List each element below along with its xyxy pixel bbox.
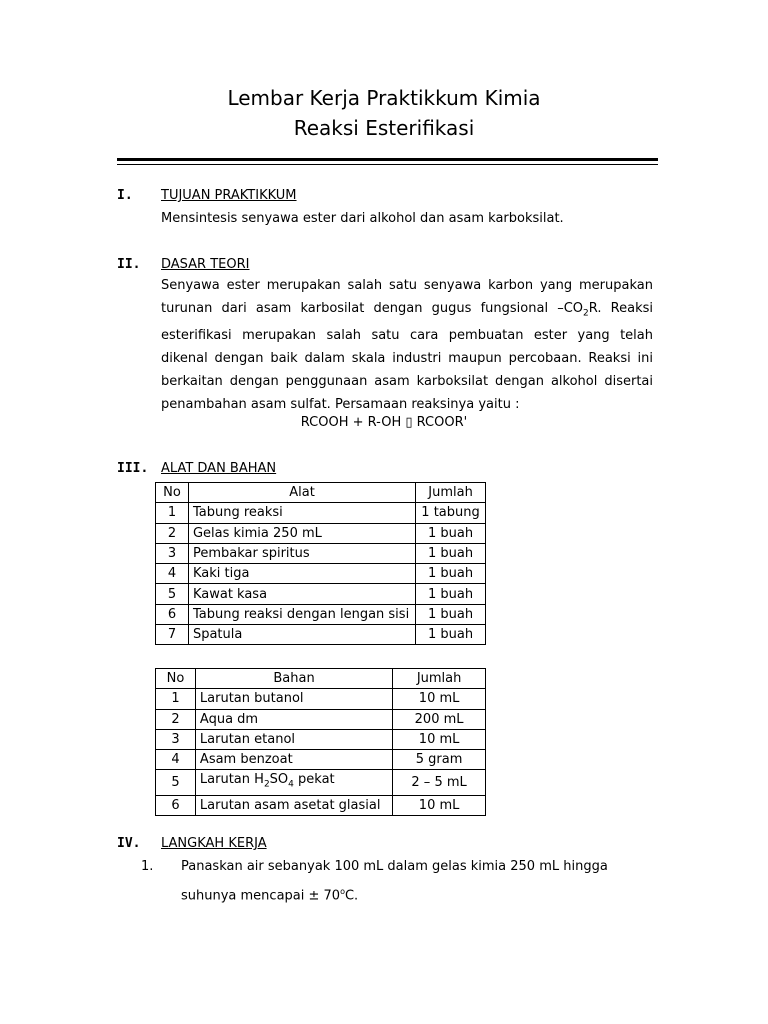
section-2-number: II. <box>117 257 141 272</box>
alat-table-row <box>156 503 486 523</box>
step-item <box>141 854 656 908</box>
step-text-end: C. <box>344 888 359 904</box>
alat-table-cell: 1 buah <box>416 523 486 543</box>
alat-table-cell: 1 tabung <box>416 503 486 523</box>
bahan-table-cell: Aqua dm <box>195 709 392 729</box>
bahan-table-cell-h2so4 <box>195 770 392 796</box>
bahan-table-cell: 1 <box>156 689 196 709</box>
bahan-table-header-cell: Jumlah <box>393 669 486 689</box>
alat-table-cell: 1 buah <box>416 625 486 645</box>
bahan-table-row <box>156 689 486 709</box>
alat-table-row <box>156 564 486 584</box>
bahan-table-cell: Larutan etanol <box>195 729 392 749</box>
alat-table-cell: Spatula <box>188 625 415 645</box>
alat-table-cell: Tabung reaksi <box>188 503 415 523</box>
section-2-body <box>161 275 653 416</box>
reaction-equation: RCOOH + R-OH ▯ RCOOR' <box>300 415 468 430</box>
alat-table-header-cell: No <box>156 483 189 503</box>
alat-table-cell: 2 <box>156 523 189 543</box>
alat-table-row <box>156 523 486 543</box>
h2so4-mid: SO <box>269 772 289 788</box>
bahan-table-header-cell: No <box>156 669 196 689</box>
alat-table-header-row <box>156 483 486 503</box>
h2so4-sub1: 2 <box>263 780 270 791</box>
alat-table-cell: Pembakar spiritus <box>188 543 415 563</box>
section-1-title: TUJUAN PRAKTIKKUM <box>161 188 297 203</box>
bahan-table-cell: Larutan butanol <box>195 689 392 709</box>
bahan-table-cell: 2 – 5 mL <box>393 770 486 796</box>
bahan-table-cell: 200 mL <box>393 709 486 729</box>
alat-table-cell: 1 buah <box>416 604 486 624</box>
alat-table-row <box>156 543 486 563</box>
section-1-number: I. <box>117 188 133 203</box>
bahan-table-cell: 3 <box>156 729 196 749</box>
alat-table-cell: 4 <box>156 564 189 584</box>
bahan-table-row <box>156 796 486 816</box>
steps-list <box>141 854 656 908</box>
section-1-body: Mensintesis senyawa ester dari alkohol dan asam karboksilat. <box>161 211 564 226</box>
bahan-table-header-row <box>156 669 486 689</box>
section-2-body-post: R. Reaksi esterifikasi merupakan salah satu cara pembuatan ester yang telah dikenal dengan baik dalam skala industri maupun percobaan. Reaksi ini berkaitan dengan penggunaan asam karboksilat dengan alkohol disertai penambahan asam sulfat. Persamaan reaksinya yaitu : <box>161 300 653 412</box>
h2so4-post: pekat <box>293 772 335 788</box>
h2so4-pre: Larutan H <box>199 772 264 788</box>
bahan-table-cell: 10 mL <box>393 796 486 816</box>
bahan-table-cell: 2 <box>156 709 196 729</box>
alat-table-header-cell: Jumlah <box>416 483 486 503</box>
bahan-table-row <box>156 729 486 749</box>
h2so4-sub2: 4 <box>288 780 294 791</box>
section-3-title: ALAT DAN BAHAN <box>161 461 277 476</box>
alat-table-cell: Gelas kimia 250 mL <box>188 523 415 543</box>
alat-table-cell: Tabung reaksi dengan lengan sisi <box>188 604 415 624</box>
alat-table-cell: 1 buah <box>416 543 486 563</box>
bahan-table-cell: Larutan asam asetat glasial <box>195 796 392 816</box>
alat-table-cell: 1 buah <box>416 584 486 604</box>
step-superscript: o <box>340 887 345 896</box>
step-number: 1. <box>141 859 154 874</box>
title-divider-thick <box>117 158 658 161</box>
bahan-table-cell: 5 gram <box>393 750 486 770</box>
bahan-table-cell: 4 <box>156 750 196 770</box>
bahan-table-row <box>156 770 486 796</box>
section-4-number: IV. <box>117 836 141 851</box>
alat-table-row <box>156 604 486 624</box>
alat-table-cell: 7 <box>156 625 189 645</box>
bahan-table-cell: Asam benzoat <box>195 750 392 770</box>
alat-table-cell: 5 <box>156 584 189 604</box>
alat-table-header-cell: Alat <box>188 483 415 503</box>
bahan-table-row <box>156 750 486 770</box>
bahan-table-header-cell: Bahan <box>195 669 392 689</box>
alat-table-row <box>156 584 486 604</box>
alat-table <box>155 482 486 645</box>
alat-table-row <box>156 625 486 645</box>
page-title: Lembar Kerja Praktikkum Kimia <box>227 86 541 110</box>
bahan-table <box>155 668 486 816</box>
section-2-body-subscript: 2 <box>583 308 589 319</box>
alat-table-cell: 6 <box>156 604 189 624</box>
bahan-table-row <box>156 709 486 729</box>
bahan-table-cell: 10 mL <box>393 729 486 749</box>
alat-table-cell: Kaki tiga <box>188 564 415 584</box>
bahan-table-cell: 6 <box>156 796 196 816</box>
alat-table-cell: 1 buah <box>416 564 486 584</box>
bahan-table-cell: 10 mL <box>393 689 486 709</box>
section-4-title: LANGKAH KERJA <box>161 836 267 851</box>
alat-table-cell: 1 <box>156 503 189 523</box>
section-2-body-pre: Senyawa ester merupakan salah satu senyawa karbon yang merupakan turunan dari asam karbosilat dengan gugus fungsional –CO <box>161 278 653 316</box>
page-subtitle: Reaksi Esterifikasi <box>293 116 475 140</box>
alat-table-cell: Kawat kasa <box>188 584 415 604</box>
alat-table-cell: 3 <box>156 543 189 563</box>
bahan-table-cell: 5 <box>156 770 196 796</box>
title-divider-thin <box>117 164 658 165</box>
section-3-number: III. <box>117 461 149 476</box>
section-2-title: DASAR TEORI <box>161 257 250 272</box>
step-text: Panaskan air sebanyak 100 mL dalam gelas kimia 250 mL hingga suhunya mencapai ± 70 <box>181 859 608 904</box>
